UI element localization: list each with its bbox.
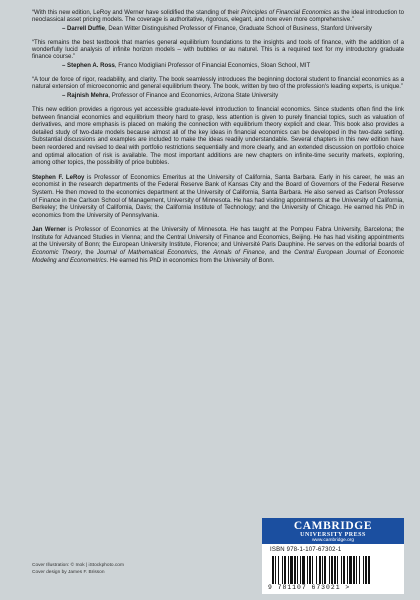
quote-segment: “With this new edition, LeRoy and Werner have solidified the standing of their (32, 10, 241, 16)
publisher-logo-banner (262, 518, 404, 544)
quote-affiliation: , Franco Modigliani Professor of Financial Economics, Sloan School, MIT (114, 62, 311, 69)
barcode-icon (270, 556, 396, 584)
quote-author: – Darrell Duffie (62, 25, 106, 32)
cover-illustration-credit: Cover Illustration: © Inok | iStockphoto.com (32, 563, 124, 568)
journal-title: Annals of Finance (213, 250, 265, 257)
quote-attribution (32, 26, 404, 33)
quote-author: – Rajnish Mehra (62, 92, 109, 99)
bio-segment: is Professor of Economics at the University of Minnesota. He has taught at the Pompeu Fabra University, Barcelona; the Institute for Advanced Studies in Vienna; and the Central University of Finance and Economics, Beijing. He has had visiting appointments at the University of Bonn; the European University Institute, Florence; and Université Paris Dauphine. He serves on the editorial boards of (32, 227, 404, 249)
quote-text (32, 10, 404, 25)
publisher-url: www.cambridge.org (311, 538, 355, 543)
barcode-number: 9 781107 673021 > (268, 584, 351, 591)
endorsement-3 (32, 77, 404, 100)
book-title-italic: Principles of Financial Economics (241, 10, 332, 16)
publisher-name: CAMBRIDGE (293, 520, 373, 532)
publisher-block (262, 518, 404, 594)
author-name: Jan Werner (32, 227, 66, 234)
quote-attribution (32, 63, 404, 70)
quote-segment: as the ideal introduction to neoclassical asset pricing models. The coverage is authoritative, rigorous, elegant, and now even more comprehensive.” (32, 10, 404, 24)
quote-affiliation: , Dean Witter Distinguished Professor of Finance, Graduate School of Business, Stanford University (105, 25, 372, 32)
back-cover-text (32, 10, 404, 265)
journal-title: Economic Theory (32, 250, 81, 257)
quote-author: – Stephen A. Ross (62, 62, 115, 69)
quote-segment: “A tour de force of rigor, readability, and clarity. The book seamlessly introduces the beginning doctoral student to financial economics as a natural extension of microeconomic and general equilibrium theory. The book, written by two of the profession's leading experts, is unique.” (32, 77, 404, 91)
bio-segment: , the (80, 250, 97, 257)
bio-segment: is Professor of Economics Emeritus at the University of California, Santa Barbara. Early in his career, he was an economist in the research departments of the Federal Reserve Bank of Kansas City and the Board of Governors of the Federal Reserve System. He then moved to the economics department at the University of California, Santa Barbara. He also served as Carlson Professor of Finance in the Carlson School of Management, University of Minnesota. He has had visiting appointments at the University of California, Berkeley; the University of California, Davis; the California Institute of Technology; and the University of Chicago. He earned his PhD in economics from the University of Pennsylvania. (32, 174, 405, 219)
publisher-press: UNIVERSITY PRESS (300, 532, 366, 538)
quote-attribution (32, 93, 404, 100)
author-bio-leroy (32, 175, 404, 221)
journal-title: Central European Journal of Economic Modeling and Econometrics (32, 250, 404, 264)
cover-credits (32, 562, 124, 576)
book-description: This new edition provides a rigorous yet accessible graduate-level introduction to financial economics. Since students often find the link between financial economics and equilibrium theory hard to grasp, less attention is given to purely financial topics, such as valuation of derivatives, and more emphasis is placed on making the connection with equilibrium theory explicit and clear. This book also provides a detailed study of two-date models because almost all of the key ideas in financial economics can be developed in the two-date setting. Substantial discussions and examples are included to make the ideas readily understandable. Several chapters in this new edition have been reordered and revised to deal with portfolio restrictions sequentially and more clearly, and an extended discussion on portfolio choice and optimal allocation of risk is available. The most important additions are new chapters on infinite-time security markets, exploring, among other topics, the possibility of price bubbles. (32, 106, 404, 167)
journal-title: Journal of Mathematical Economics (96, 250, 197, 257)
bio-segment: , and the (264, 250, 295, 257)
cover-design-credit: Cover design by James F. Brisson (32, 570, 105, 576)
endorsement-1 (32, 10, 404, 33)
quote-text (32, 40, 404, 62)
endorsement-2 (32, 40, 404, 70)
quote-affiliation: , Professor of Finance and Economics, Arizona State University (108, 92, 279, 99)
quote-segment: “This remains the best textbook that marries general equilibrium foundations to the insights and tools of finance, with the addition of a wonderfully lucid analysis of infinite horizon models – with bubbles or au naturel. This is a required text for my introductory graduate finance course.” (32, 39, 404, 61)
author-name: Stephen F. LeRoy (32, 174, 85, 181)
quote-text (32, 77, 404, 92)
isbn-number: ISBN 978-1-107-67302-1 (270, 547, 342, 553)
bio-segment: . He earned his PhD in economics from the University of Bonn. (106, 257, 275, 264)
author-bio-werner (32, 227, 404, 265)
bio-segment: , the (196, 250, 214, 257)
